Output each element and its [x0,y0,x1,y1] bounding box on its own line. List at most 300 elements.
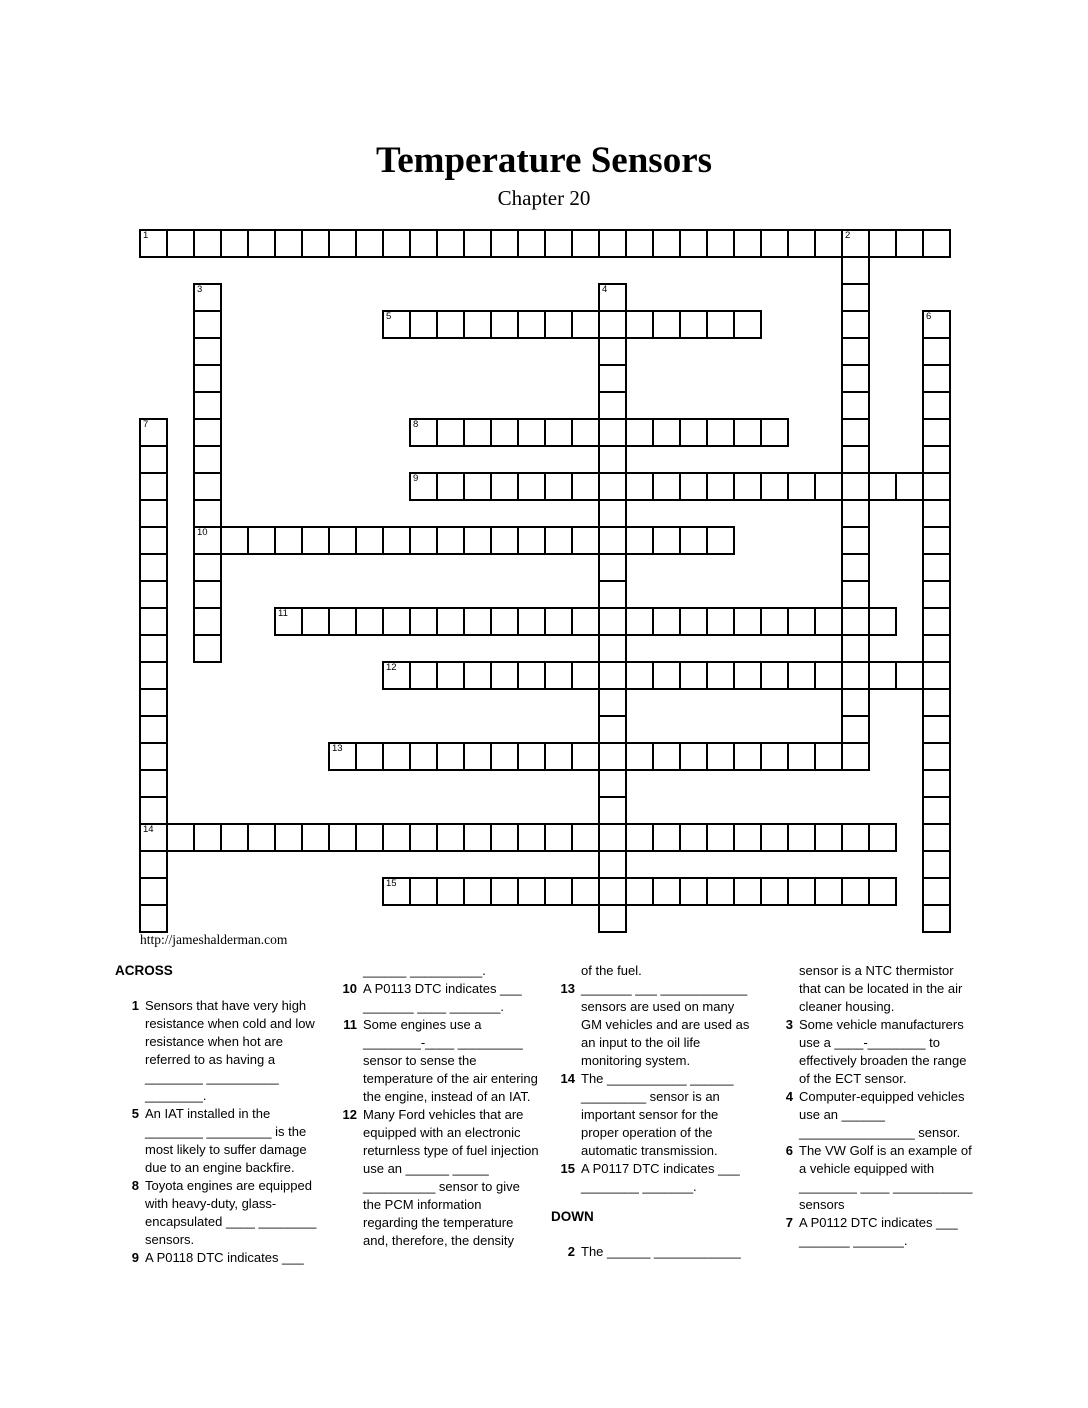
grid-number-1: 1 [143,230,149,241]
cell-divider [598,474,600,499]
clue-text: Toyota engines are equipped with heavy-duty, glass-encapsulated ____ ________ sensors. [145,1178,317,1247]
clue-text: of the fuel. [581,963,642,978]
cell-divider [843,715,868,717]
cell-divider [652,420,654,445]
clue-11 [333,1016,539,1106]
grid-number-4: 4 [602,284,608,295]
cell-divider [652,744,654,769]
cell-divider [733,312,735,337]
cell-divider [463,663,465,688]
grid-number-14: 14 [143,824,154,835]
cell-divider [517,825,519,850]
cell-divider [274,528,276,553]
cell-divider [409,231,411,256]
clue-text: The ___________ ______ _________ sensor is an important sensor for the proper operation of the automatic transmission. [581,1071,734,1158]
cell-divider [166,231,168,256]
grid-number-8: 8 [413,419,419,430]
cell-divider [247,825,249,850]
clue-text: ______ __________. [363,963,486,978]
cell-divider [382,744,384,769]
clue-number: 2 [567,1244,575,1259]
cell-divider [193,231,195,256]
cell-divider [195,337,220,339]
cell-divider [166,825,168,850]
cell-divider [141,499,166,501]
cell-divider [544,528,546,553]
cell-divider [868,663,870,688]
cell-divider [463,609,465,634]
cell-divider [625,609,627,634]
cell-divider [409,663,411,688]
cell-divider [141,877,166,879]
cell-divider [600,580,625,582]
cell-divider [301,231,303,256]
cell-divider [490,231,492,256]
cell-divider [141,607,166,609]
cell-divider [571,528,573,553]
clue-12 [333,1106,539,1250]
cell-divider [436,231,438,256]
grid-number-7: 7 [143,419,149,430]
cell-divider [625,420,627,445]
cell-divider [355,744,357,769]
cell-divider [868,879,870,904]
cell-divider [843,337,868,339]
cell-divider [625,528,627,553]
cell-divider [679,528,681,553]
cell-divider [409,879,411,904]
clue-8 [115,1177,321,1249]
cell-divider [571,879,573,904]
cell-divider [436,609,438,634]
cell-divider [436,663,438,688]
clue-number: 10 [342,981,357,996]
clue-text: The ______ ____________ [581,1244,741,1259]
cell-divider [625,663,627,688]
cell-divider [436,312,438,337]
grid-number-3: 3 [197,284,203,295]
cell-divider [571,474,573,499]
grid-number-15: 15 [386,878,397,889]
page-title: Temperature Sensors [375,140,713,181]
clue-text: A P0117 DTC indicates ___ ________ _______. [581,1161,740,1194]
cell-divider [598,879,600,904]
cell-divider [517,231,519,256]
cell-divider [141,526,166,528]
cell-divider [141,634,166,636]
cell-divider [787,231,789,256]
cell-divider [247,231,249,256]
clue-number: 8 [131,1178,139,1193]
down-7-entry [139,418,168,933]
clue-text: sensor is a NTC thermistor that can be located in the air cleaner housing. [799,963,963,1014]
cell-divider [924,553,949,555]
cell-divider [706,312,708,337]
cell-divider [328,528,330,553]
cell-divider [195,391,220,393]
cell-divider [463,231,465,256]
across-12-entry [382,661,951,690]
cell-divider [679,312,681,337]
cell-divider [895,663,897,688]
cell-divider [600,391,625,393]
cell-divider [355,825,357,850]
cell-divider [301,609,303,634]
clue-text: A P0118 DTC indicates ___ [145,1250,304,1265]
cell-divider [787,879,789,904]
cell-divider [301,528,303,553]
cell-divider [814,744,816,769]
cell-divider [328,825,330,850]
cell-divider [490,474,492,499]
cell-divider [679,879,681,904]
cell-divider [760,879,762,904]
cell-divider [195,445,220,447]
cell-divider [652,528,654,553]
clue-number: 6 [785,1143,793,1158]
clue-text: An IAT installed in the ________ _________ is the most likely to suffer damage due to an engine backfire. [145,1106,307,1175]
cell-divider [355,609,357,634]
cell-divider [600,715,625,717]
cell-divider [409,312,411,337]
cell-divider [141,715,166,717]
cell-divider [652,609,654,634]
cell-divider [733,474,735,499]
cell-divider [760,663,762,688]
down-3-entry [193,283,222,663]
cell-divider [571,744,573,769]
clue-number: 12 [342,1107,357,1122]
cell-divider [571,231,573,256]
cell-divider [490,744,492,769]
cell-divider [598,609,600,634]
cell-divider [895,474,897,499]
cell-divider [843,418,868,420]
cell-divider [598,744,600,769]
cell-divider [517,744,519,769]
cell-divider [841,825,843,850]
cell-divider [787,663,789,688]
cell-divider [544,744,546,769]
cell-divider [141,904,166,906]
cell-divider [843,256,868,258]
across-8-entry [409,418,789,447]
cell-divider [141,472,166,474]
cell-divider [652,663,654,688]
cell-divider [141,769,166,771]
cell-divider [436,879,438,904]
clue-7 [769,1214,975,1250]
cell-divider [463,879,465,904]
cell-divider [868,609,870,634]
cell-divider [625,312,627,337]
cell-divider [600,364,625,366]
cell-divider [571,609,573,634]
cell-divider [490,663,492,688]
cell-divider [463,528,465,553]
cell-divider [571,420,573,445]
cell-divider [409,744,411,769]
cell-divider [706,879,708,904]
cell-divider [463,420,465,445]
cell-divider [517,609,519,634]
cell-divider [924,391,949,393]
clue-continuation [769,962,975,1016]
cell-divider [841,609,843,634]
cell-divider [868,825,870,850]
cell-divider [141,580,166,582]
cell-divider [924,364,949,366]
cell-divider [598,663,600,688]
cell-divider [409,825,411,850]
cell-divider [814,825,816,850]
cell-divider [517,474,519,499]
cell-divider [679,231,681,256]
cell-divider [625,744,627,769]
cell-divider [760,825,762,850]
cell-divider [490,420,492,445]
cell-divider [490,825,492,850]
cell-divider [733,609,735,634]
cell-divider [436,528,438,553]
cell-divider [382,528,384,553]
cell-divider [247,528,249,553]
clue-3 [769,1016,975,1088]
cell-divider [490,609,492,634]
clue-text: _______ ___ ____________ sensors are used on many GM vehicles and are used as an input to the oil life monitoring system. [581,981,750,1068]
cell-divider [220,825,222,850]
cell-divider [195,472,220,474]
cell-divider [843,445,868,447]
across-13-entry [328,742,870,771]
cell-divider [193,825,195,850]
cell-divider [141,661,166,663]
clue-number: 13 [560,981,575,996]
cell-divider [841,744,843,769]
cell-divider [517,528,519,553]
cell-divider [382,609,384,634]
cell-divider [436,474,438,499]
cell-divider [733,744,735,769]
cell-divider [924,715,949,717]
cell-divider [924,580,949,582]
cell-divider [598,231,600,256]
cell-divider [760,744,762,769]
cell-divider [409,609,411,634]
across-15-entry [382,877,897,906]
clue-number [769,962,799,1016]
cell-divider [195,364,220,366]
cell-divider [843,580,868,582]
cell-divider [382,825,384,850]
cell-divider [760,231,762,256]
cell-divider [733,825,735,850]
clue-text: The VW Golf is an example of a vehicle equipped with ________ ____ ___________ sensors [799,1143,973,1212]
clue-number [551,962,581,980]
cell-divider [706,744,708,769]
cell-divider [814,663,816,688]
clue-6 [769,1142,975,1214]
cell-divider [463,825,465,850]
cell-divider [924,445,949,447]
across-9-entry [409,472,951,501]
cell-divider [598,528,600,553]
clue-column-4 [769,962,975,1250]
clue-text: A P0113 DTC indicates ___ _______ ____ _______. [363,981,522,1014]
cell-divider [679,474,681,499]
cell-divider [733,420,735,445]
cell-divider [924,823,949,825]
cell-divider [141,796,166,798]
clue-10 [333,980,539,1016]
clue-text: Computer-equipped vehicles use an ______ ________________ sensor. [799,1089,965,1140]
clue-number: 3 [785,1017,793,1032]
cell-divider [141,688,166,690]
cell-divider [220,528,222,553]
cell-divider [141,445,166,447]
cell-divider [409,528,411,553]
cell-divider [544,312,546,337]
cell-divider [652,879,654,904]
down-6-entry [922,310,951,933]
source-url-link[interactable]: http://jameshalderman.com [140,932,288,947]
cell-divider [760,420,762,445]
crossword-grid [140,230,950,932]
clue-column-3 [551,962,757,1261]
grid-number-10: 10 [197,527,208,538]
across-1-entry [139,229,951,258]
cell-divider [517,312,519,337]
cell-divider [517,663,519,688]
cell-divider [355,231,357,256]
cell-divider [141,742,166,744]
cell-divider [924,526,949,528]
cell-divider [652,312,654,337]
cell-divider [787,825,789,850]
cell-divider [652,474,654,499]
clue-text: Some engines use a ________-____ _________ sensor to sense the temperature of the air entering the engine, instead of an IAT. [363,1017,538,1104]
across-10-entry [193,526,735,555]
clue-5 [115,1105,321,1177]
cell-divider [679,825,681,850]
cell-divider [843,310,868,312]
grid-number-5: 5 [386,311,392,322]
cell-divider [787,474,789,499]
grid-number-11: 11 [278,608,288,619]
cell-divider [706,474,708,499]
cell-divider [841,663,843,688]
clue-text: Some vehicle manufacturers use a ____-________ to effectively broaden the range of the ECT sensor. [799,1017,967,1086]
cell-divider [355,528,357,553]
cell-divider [706,609,708,634]
across-header: ACROSS [115,963,173,978]
grid-number-6: 6 [926,311,932,322]
cell-divider [517,879,519,904]
clue-number: 11 [343,1017,357,1032]
cell-divider [571,663,573,688]
clue-number: 4 [785,1089,793,1104]
cell-divider [924,796,949,798]
cell-divider [195,499,220,501]
cell-divider [544,420,546,445]
cell-divider [625,879,627,904]
clue-text: A P0112 DTC indicates ___ _______ _______. [799,1215,958,1248]
cell-divider [652,231,654,256]
cell-divider [490,528,492,553]
cell-divider [436,420,438,445]
cell-divider [598,420,600,445]
cell-divider [924,904,949,906]
cell-divider [841,879,843,904]
cell-divider [814,474,816,499]
cell-divider [924,769,949,771]
across-11-entry [274,607,897,636]
clue-column-2 [333,962,539,1250]
cell-divider [922,663,924,688]
down-header: DOWN [551,1209,594,1224]
across-14-entry [139,823,897,852]
clue-14 [551,1070,757,1160]
cell-divider [787,744,789,769]
clue-number: 7 [785,1215,793,1230]
cell-divider [490,312,492,337]
cell-divider [301,825,303,850]
cell-divider [733,879,735,904]
clue-4 [769,1088,975,1142]
cell-divider [922,474,924,499]
cell-divider [625,825,627,850]
cell-divider [760,474,762,499]
clue-continuation [551,962,757,980]
cell-divider [544,825,546,850]
grid-number-12: 12 [386,662,397,673]
cell-divider [571,312,573,337]
cell-divider [463,474,465,499]
cell-divider [679,420,681,445]
cell-divider [922,231,924,256]
cell-divider [544,474,546,499]
clue-continuation [333,962,539,980]
clue-number: 9 [131,1250,139,1265]
cell-divider [843,553,868,555]
cell-divider [843,526,868,528]
cell-divider [195,607,220,609]
clue-9 [115,1249,321,1267]
cell-divider [733,663,735,688]
cell-divider [544,879,546,904]
clue-15 [551,1160,757,1196]
cell-divider [490,879,492,904]
cell-divider [787,609,789,634]
across-5-entry [382,310,762,339]
grid-number-2: 2 [845,230,851,241]
cell-divider [733,231,735,256]
cell-divider [924,418,949,420]
cell-divider [895,231,897,256]
cell-divider [625,474,627,499]
cell-divider [274,825,276,850]
cell-divider [625,231,627,256]
clue-13 [551,980,757,1070]
cell-divider [679,744,681,769]
cell-divider [814,879,816,904]
clue-text: Many Ford vehicles that are equipped with an electronic returnless type of fuel injection use an ______ _____ __________ sensor to give the PCM information regarding the temperature and, therefore, the density [363,1107,539,1248]
cell-divider [760,609,762,634]
cell-divider [463,744,465,769]
cell-divider [924,742,949,744]
clue-number: 1 [131,998,139,1013]
cell-divider [463,312,465,337]
